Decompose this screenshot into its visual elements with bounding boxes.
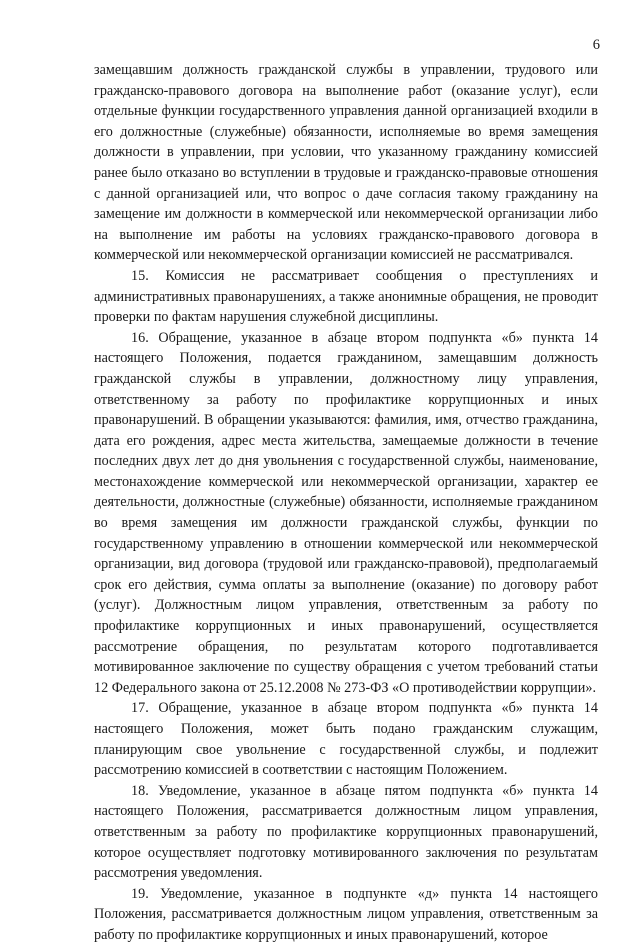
paragraph-18: 18. Уведомление, указанное в абзаце пятом подпункта «б» пункта 14 настоящего Положения, рассматривается должностным лицом управления, ответственным за работу по профилактике коррупционных правонарушений, которое осуществляет подготовку мотивированного заключения по результатам рассмотрения уведомления.	[94, 782, 598, 882]
paragraph-19: 19. Уведомление, указанное в подпункте «д» пункта 14 настоящего Положения, рассматривается должностным лицом управления, ответственным за работу по профилактике коррупционных и иных правонарушений, которое	[94, 885, 598, 943]
paragraph-16: 16. Обращение, указанное в абзаце втором подпункта «б» пункта 14 настоящего Положения, подается гражданином, замещавшим должность гражданской службы в управлении, должностному лицу управления, ответственному за работу по профилактике коррупционных и иных правонарушений. В обращении указываются: фамилия, имя, отчество гражданина, дата его рождения, адрес места жительства, замещаемые должности в течение последних двух лет до дня увольнения с государственной службы, наименование, местонахождение коммерческой или некоммерческой организации, характер ее деятельности, должностные (служебные) обязанности, исполняемые гражданином во время замещения им должности гражданской службы, функции по государственному управлению в отношении коммерческой или некоммерческой организации, вид договора (трудовой или гражданско-правовой), предполагаемый срок его действия, сумма оплаты за выполнение (оказание) по договору работ (услуг). Должностным лицом управления, ответственным за работу по профилактике коррупционных и иных правонарушений, осуществляется рассмотрение обращения, по результатам которого подготавливается мотивированное заключение по существу обращения с учетом требований статьи 12 Федерального закона от 25.12.2008 № 273-ФЗ «О противодействии коррупции».	[94, 329, 598, 696]
page-number: 6	[592, 37, 600, 53]
paragraph-17: 17. Обращение, указанное в абзаце втором подпункта «б» пункта 14 настоящего Положения, может быть подано гражданским служащим, планирующим свое увольнение с государственной службы, и подлежит рассмотрению комиссией в соответствии с настоящим Положением.	[94, 700, 598, 779]
paragraph-continuation: замещавшим должность гражданской службы в управлении, трудового или гражданско-правового договора на выполнение работ (оказание услуг), если отдельные функции государственного управления данной организацией входили в его должностные (служебные) обязанности, исполняемые во время замещения должности в управлении, при условии, что указанному гражданину комиссией ранее было отказано во вступлении в трудовые и гражданско-правовые отношения с данной организацией или, что вопрос о даче согласия такому гражданину на замещение им должности в коммерческой или некоммерческой организации либо на выполнение им работы на условиях гражданско-правового договора в коммерческой или некоммерческой организации комиссией не рассматривался.	[94, 62, 598, 264]
document-body	[94, 60, 598, 946]
paragraph-15: 15. Комиссия не рассматривает сообщения о преступлениях и административных правонарушениях, а также анонимные обращения, не проводит проверки по фактам нарушения служебной дисциплины.	[94, 267, 598, 326]
